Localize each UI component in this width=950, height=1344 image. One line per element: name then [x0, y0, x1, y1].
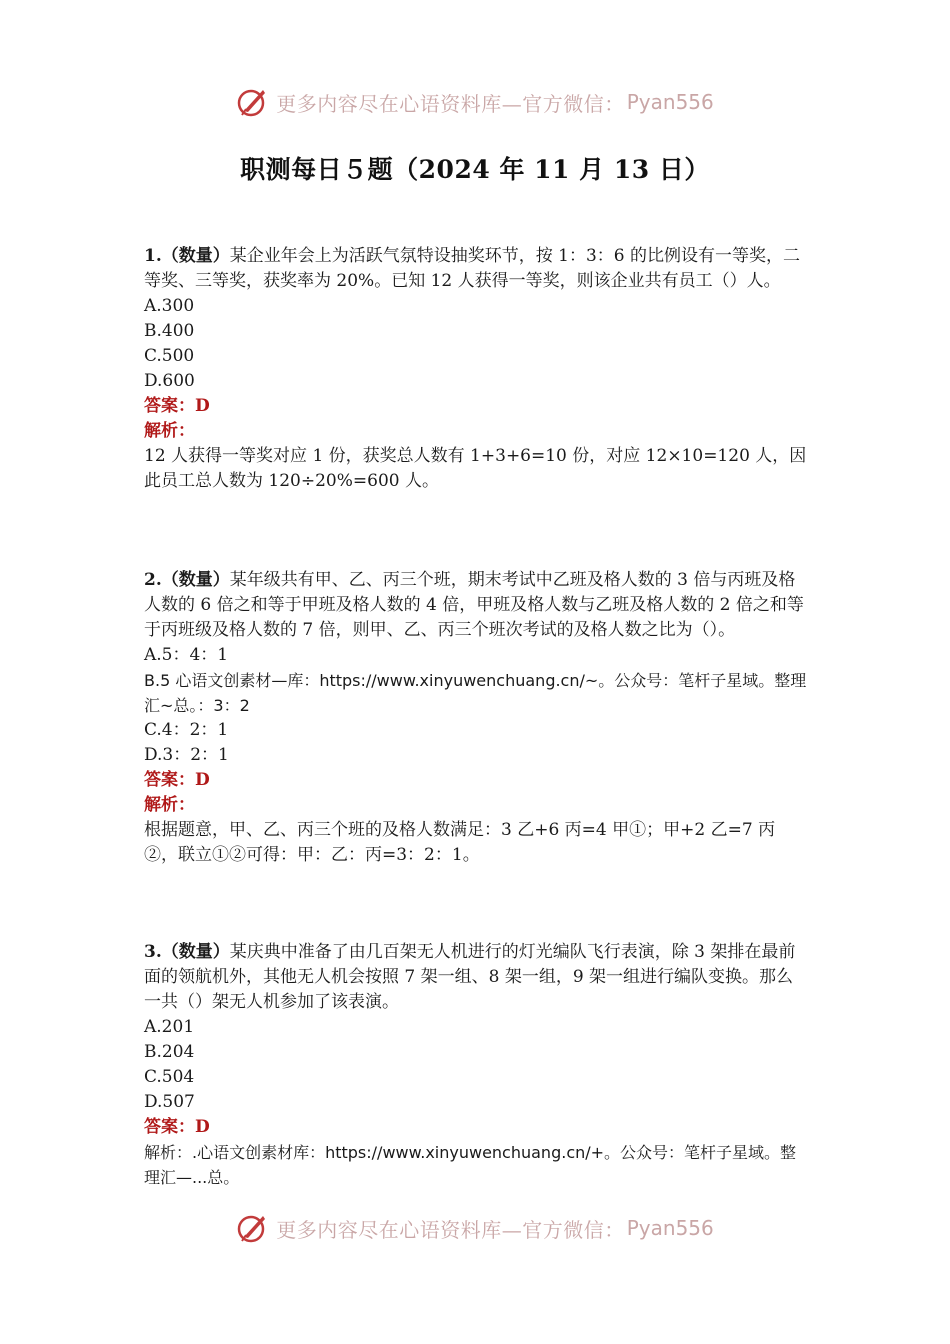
question-3	[144, 940, 808, 1190]
answer-value: D	[195, 396, 210, 416]
option-a: A.300	[144, 296, 195, 316]
question-stem	[144, 940, 808, 1015]
answer-value: D	[195, 770, 210, 790]
option-b: B.204	[144, 1042, 195, 1062]
answer-line	[144, 1115, 808, 1140]
question-text: 某企业年会上为活跃气氛特设抽奖环节，按 1：3：6 的比例设有一等奖，二等奖、三等奖，获奖率为 20%。已知 12 人获得一等奖，则该企业共有员工（）人。	[144, 246, 801, 291]
answer-line	[144, 394, 808, 419]
quill-logo-icon	[236, 1211, 270, 1245]
question-text: 某年级共有甲、乙、丙三个班，期末考试中乙班及格人数的 3 倍与丙班及格人数的 6 倍之和等于甲班及格人数的 4 倍，甲班及格人数与乙班及格人数的 2 倍之和等于丙班级及格人数的 7 倍，则甲、乙、丙三个班次考试的及格人数之比为（）。	[144, 570, 804, 640]
option-c: C.500	[144, 346, 195, 366]
option-a: A.201	[144, 1017, 195, 1037]
answer-label: 答案：	[144, 770, 195, 790]
question-1	[144, 244, 808, 494]
question-text: 某庆典中准备了由几百架无人机进行的灯光编队飞行表演，除 3 架排在最前面的领航机外，其他无人机会按照 7 架一组、8 架一组，9 架一组进行编队变换。那么一共（）架无人机参加了该表演。	[144, 942, 796, 1012]
quill-logo-icon	[236, 85, 270, 119]
question-number: 3.	[144, 942, 162, 962]
analysis-text: 根据题意，甲、乙、丙三个班的及格人数满足：3 乙+6 丙=4 甲①；甲+2 乙=7 丙②，联立①②可得：甲：乙：丙=3：2：1。	[144, 820, 776, 865]
option-d: D.600	[144, 371, 195, 391]
option-c: C.504	[144, 1067, 195, 1087]
question-tag: （数量）	[161, 570, 230, 590]
option-d: D.507	[144, 1092, 195, 1112]
option-c: C.4：2：1	[144, 720, 229, 740]
answer-label: 答案：	[144, 1117, 195, 1137]
question-stem	[144, 568, 808, 643]
question-number: 1.	[144, 246, 162, 266]
banner-text: 更多内容尽在心语资料库—官方微信：	[276, 1217, 625, 1242]
footer-banner	[0, 1208, 950, 1248]
question-tag: （数量）	[161, 942, 230, 962]
analysis-text: 12 人获得一等奖对应 1 份，获奖总人数有 1+3+6=10 份，对应 12×10=120 人，因此员工总人数为 120÷20%=600 人。	[144, 446, 807, 491]
question-2	[144, 568, 808, 868]
option-d: D.3：2：1	[144, 745, 229, 765]
banner-wechat-id: Pyan556	[626, 90, 714, 114]
option-b: B.5 心语文创素材—库：https://www.xinyuwenchuang.cn/~。公众号：笔杆子星域。整理汇~总。：3：2	[144, 671, 807, 715]
question-number: 2.	[144, 570, 162, 590]
answer-line	[144, 768, 808, 793]
question-tag: （数量）	[161, 246, 230, 266]
banner-text: 更多内容尽在心语资料库—官方微信：	[276, 91, 625, 116]
option-a: A.5：4：1	[144, 645, 229, 665]
analysis-label: 解析：	[144, 421, 195, 441]
header-banner	[0, 82, 950, 122]
analysis-label: 解析：	[144, 795, 195, 815]
banner-wechat-id: Pyan556	[626, 1216, 714, 1240]
option-b: B.400	[144, 321, 195, 341]
answer-label: 答案：	[144, 396, 195, 416]
question-stem	[144, 244, 808, 294]
answer-value: D	[195, 1117, 210, 1137]
page-title: 职测每日５题（2024 年 11 月 13 日）	[240, 155, 710, 184]
analysis-text: 解析：.心语文创素材库：https://www.xinyuwenchuang.cn/+。公众号：笔杆子星域。整理汇—...总。	[144, 1143, 797, 1187]
